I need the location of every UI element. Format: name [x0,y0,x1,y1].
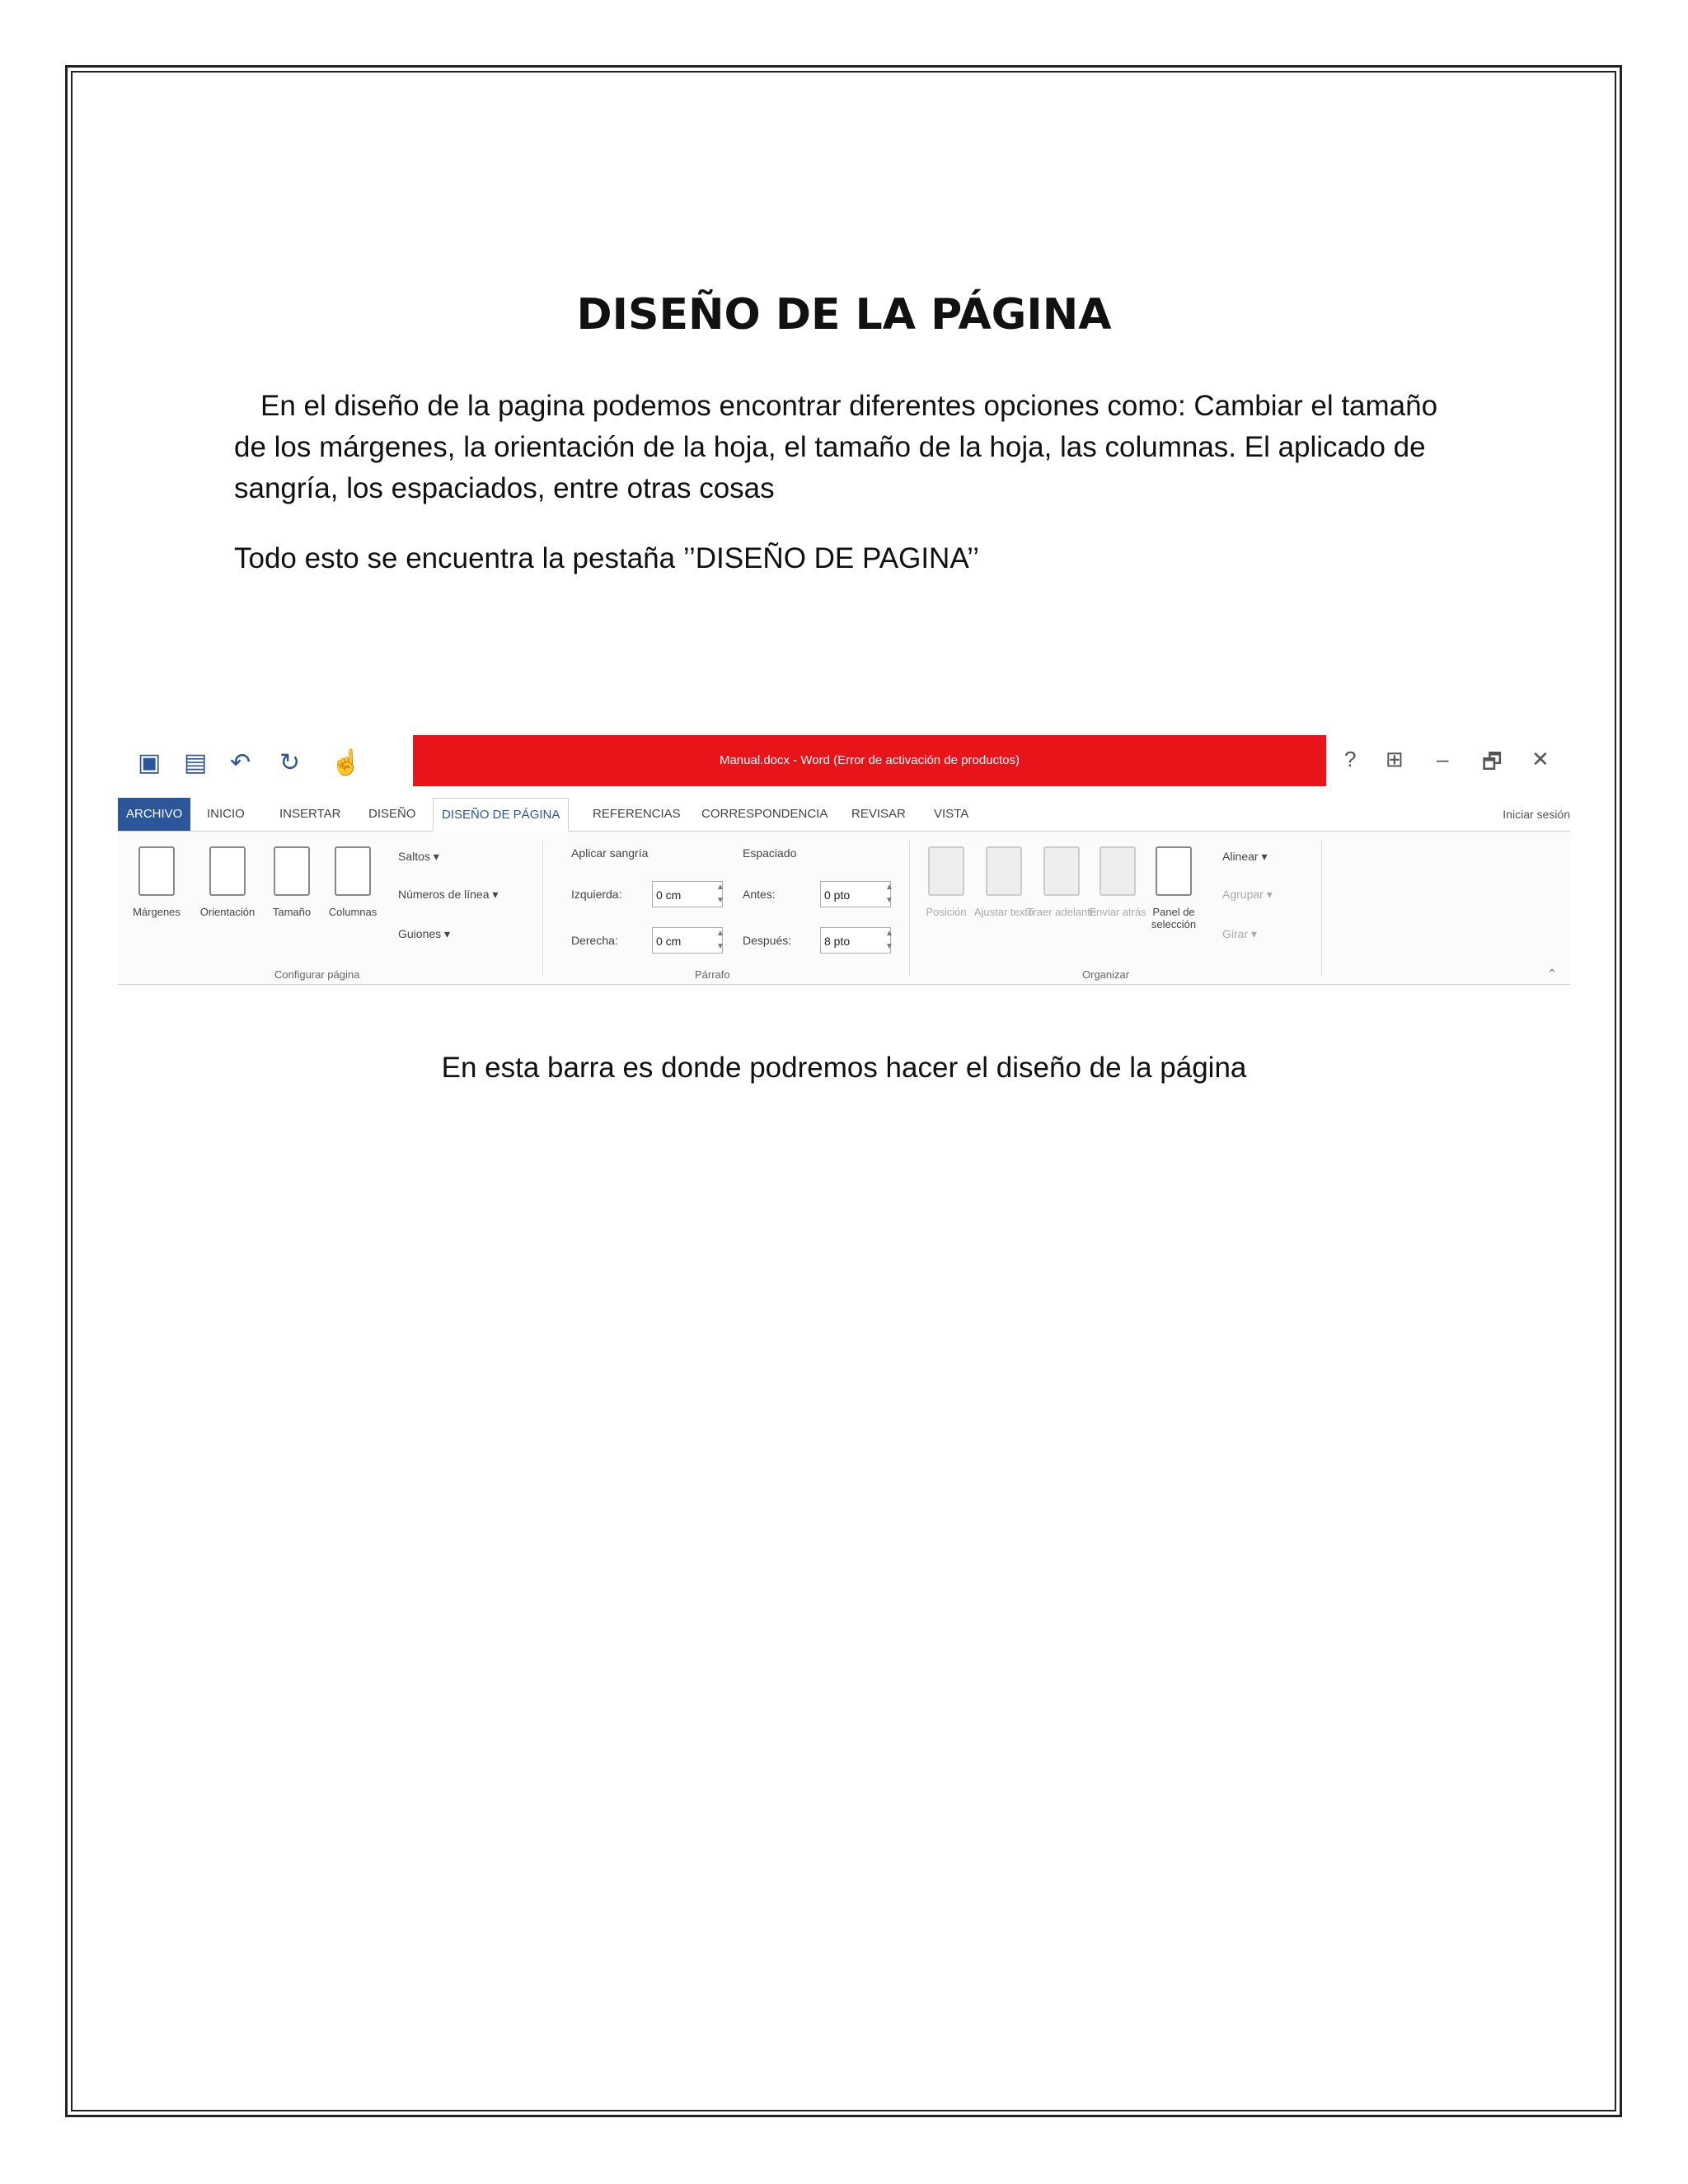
organizar-group-label: Organizar [1082,968,1130,981]
ribbon-panel [118,832,1570,985]
derecha-input[interactable]: 0 cm [652,927,723,954]
tab-diseno-de-pagina[interactable]: DISEÑO DE PÁGINA [433,798,569,832]
antes-spinner[interactable]: ▲ ▼ [885,883,893,905]
traer-adelante-button[interactable]: Traer adelante [1025,846,1099,918]
touch-mode-icon[interactable]: ☝ [331,749,362,776]
enviar-atras-button[interactable]: Enviar atrás [1081,846,1155,918]
posicion-button[interactable]: Posición [909,846,983,918]
sangria-heading: Aplicar sangría [571,846,649,860]
columns-icon [335,846,371,896]
save-icon[interactable]: ▤ [184,749,208,776]
ribbon-tabs [118,798,1570,832]
signin-link[interactable]: Iniciar sesión [1503,808,1570,821]
parrafo-group-label: Párrafo [695,968,730,981]
group-separator [542,840,543,976]
maximize-button[interactable]: 🗗 [1482,749,1503,774]
ajustar-texto-button[interactable]: Ajustar texto [967,846,1041,918]
panel-seleccion-button[interactable]: Panel de selección [1137,846,1211,930]
intro-paragraph: En el diseño de la pagina podemos encontrar diferentes opciones como: Cambiar el tamaño de los márgenes, la orientación de la hoja, el tamaño de la hoja, las columnas. El aplicado de sangría, los espaciados, entre otras cosas [234,390,1438,504]
help-button[interactable]: ? [1344,747,1357,771]
tab-reference-paragraph: Todo esto se encuentra la pestaña ’’DISEÑO DE PAGINA’’ [234,542,979,574]
girar-button[interactable]: Girar ▾ [1222,927,1258,940]
despues-label: Después: [743,934,792,947]
size-icon [274,846,310,896]
orientacion-button[interactable]: Orientación [190,846,265,918]
margenes-button[interactable]: Márgenes [120,846,194,918]
saltos-button[interactable]: Saltos ▾ [398,850,439,863]
derecha-spinner[interactable]: ▲ ▼ [716,929,724,951]
window-title: Manual.docx - Word (Error de activación de productos) [413,735,1326,786]
orientation-icon [209,846,246,896]
bring-forward-icon [1043,846,1080,896]
page-title: DISEÑO DE LA PÁGINA [576,290,1112,340]
tab-revisar[interactable]: REVISAR [851,807,906,821]
undo-icon[interactable]: ↶ [230,749,251,776]
antes-input[interactable]: 0 pto [820,881,891,907]
tab-correspondencia[interactable]: CORRESPONDENCIA [701,807,828,821]
minimize-button[interactable]: – [1437,747,1449,771]
send-backward-icon [1100,846,1136,896]
guiones-button[interactable]: Guiones ▾ [398,927,451,940]
izquierda-spinner[interactable]: ▲ ▼ [716,883,724,905]
numeros-linea-button[interactable]: Números de línea ▾ [398,888,499,901]
position-icon [928,846,964,896]
selection-pane-icon [1156,846,1192,896]
redo-icon[interactable]: ↻ [279,749,301,776]
margins-icon [138,846,175,896]
columnas-button[interactable]: Columnas [316,846,390,918]
derecha-label: Derecha: [571,934,618,947]
tamano-button[interactable]: Tamaño [255,846,329,918]
word-logo-icon: ▣ [138,749,162,776]
tab-referencias[interactable]: REFERENCIAS [593,807,681,821]
tab-archivo[interactable]: ARCHIVO [118,798,190,831]
configurar-group-label: Configurar página [274,968,360,981]
despues-input[interactable]: 8 pto [820,927,891,954]
figure-caption: En esta barra es donde podremos hacer el diseño de la página [441,1052,1247,1084]
izquierda-input[interactable]: 0 cm [652,881,723,907]
group-separator [1321,840,1322,976]
espaciado-heading: Espaciado [743,846,797,860]
ribbon-display-button[interactable]: ⊞ [1386,747,1404,771]
despues-spinner[interactable]: ▲ ▼ [885,929,893,951]
close-button[interactable]: ✕ [1531,747,1550,771]
tab-vista[interactable]: VISTA [934,807,969,821]
wrap-text-icon [986,846,1022,896]
alinear-button[interactable]: Alinear ▾ [1222,850,1268,863]
collapse-ribbon-icon[interactable]: ⌃ [1547,967,1557,980]
word-ribbon-screenshot [118,732,1570,987]
tab-inicio[interactable]: INICIO [207,807,245,821]
page-border-inner [71,71,1616,2111]
antes-label: Antes: [743,888,776,901]
tab-diseno[interactable]: DISEÑO [368,807,416,821]
agrupar-button[interactable]: Agrupar ▾ [1222,888,1273,901]
tab-insertar[interactable]: INSERTAR [279,807,341,821]
izquierda-label: Izquierda: [571,888,622,901]
